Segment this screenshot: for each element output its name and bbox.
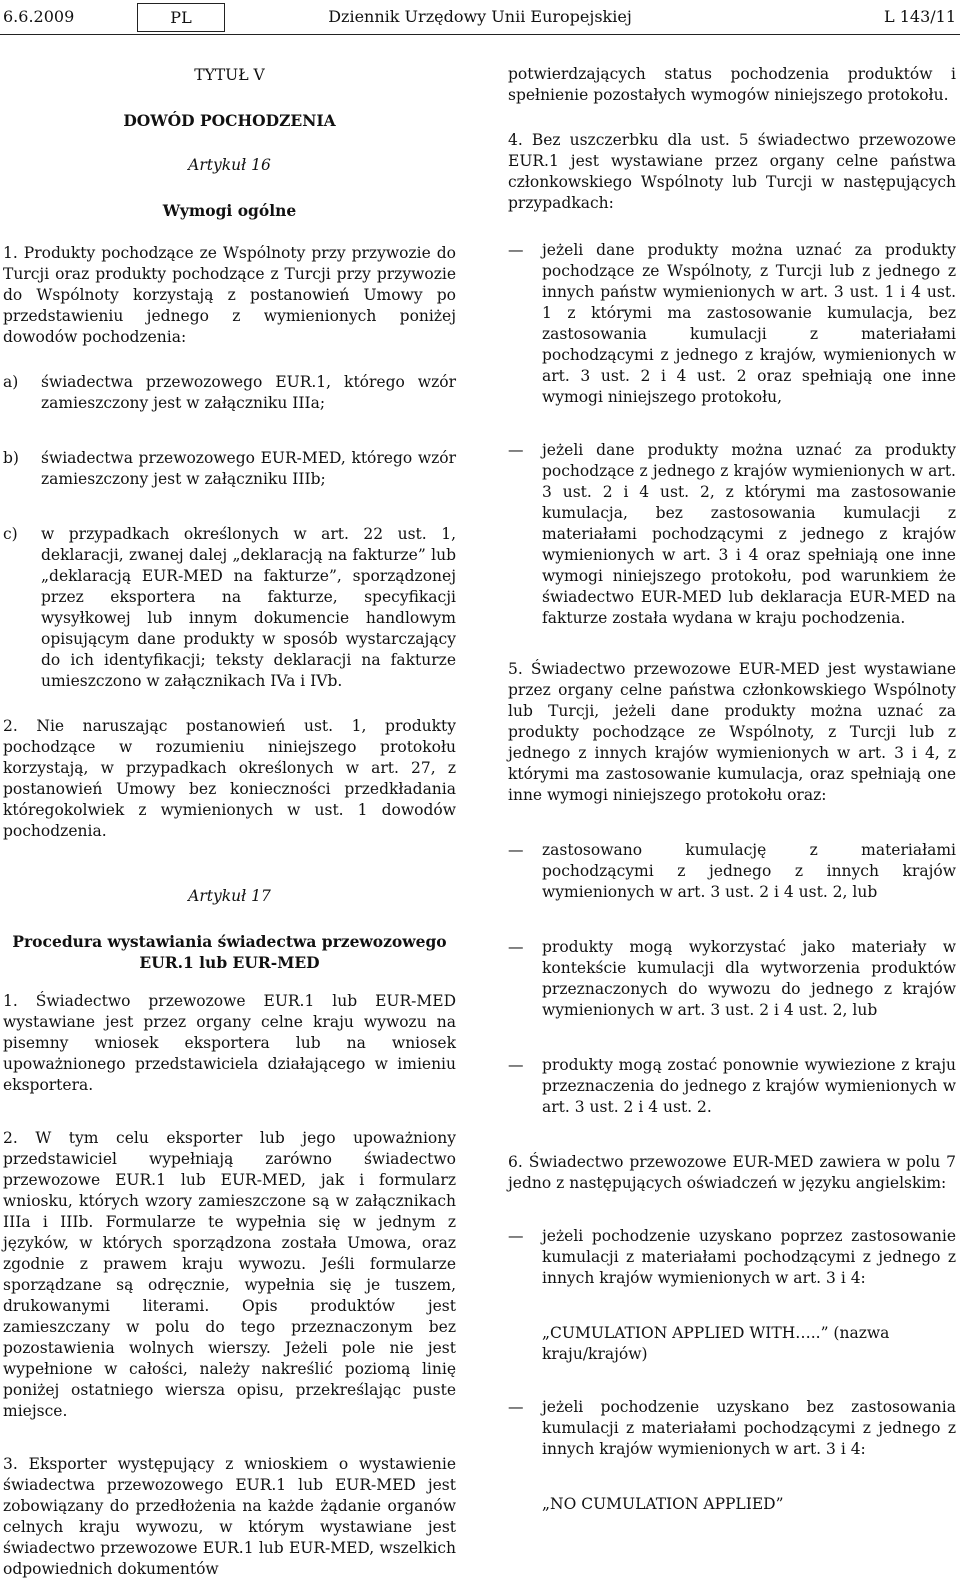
list-item: — produkty mogą zostać ponownie wywiezione z kraju przeznaczenia do jednego z krajów wymienionych w art. 3 ust. 2 i 4 ust. 2. <box>508 1056 956 1116</box>
article-16-label: Artykuł 16 <box>188 156 271 174</box>
art17-paragraph-4: 4. Bez uszczerbku dla ust. 5 świadectwo przewozowe EUR.1 jest wystawiane przez organy celne państwa członkowskiego Wspólnoty lub Turcji w następujących przypadkach: <box>508 131 956 212</box>
list-item: — jeżeli dane produkty można uznać za produkty pochodzące ze Wspólnoty, z Turcji lub z jednego z innych państw wymienionych w art. 3 ust. 1 i 4 ust. 1 z którymi ma zastosowanie kumulacja, bez zastosowania kumulacji z materiałami pochodzącymi z jednego z krajów, wymienionych w art. 3 ust. 2 i 4 ust. 2 oraz spełniają one inne wymogi niniejszego protokołu, <box>508 241 956 406</box>
list-item: — produkty mogą wykorzystać jako materiały w kontekście kumulacji dla wytworzenia produktów przeznaczonych do wywozu do jednego z krajów wymienionych w art. 3 ust. 2 i 4 ust. 2, lub <box>508 938 956 1019</box>
art17-paragraph-5: 5. Świadectwo przewozowe EUR-MED jest wystawiane przez organy celne państwa członkowskiego Wspólnoty lub Turcji, jeżeli dane produkty można uznać za produkty pochodzące ze Wspólnoty, z Turcji lub z jednego z innych krajów wymienionych w art. 3 i 4, z którymi ma zastosowanie kumulacja, oraz spełniają one inne wymogi niniejszego protokołu oraz: <box>508 660 956 804</box>
list-item: b) świadectwa przewozowego EUR-MED, którego wzór zamieszczony jest w załączniku IIIb; <box>3 449 456 488</box>
art16-paragraph-1: 1. Produkty pochodzące ze Wspólnoty przy przywozie do Turcji oraz produkty pochodzące z Turcji przy przywozie do Wspólnoty korzystają z postanowień Umowy po przedstawieniu jednego z wymienionych poniżej dowodów pochodzenia: <box>3 244 456 346</box>
page-reference: L 143/11 <box>884 7 956 26</box>
quote-cumulation-applied: „CUMULATION APPLIED WITH…..” (nazwa kraju/krajów) <box>542 1324 890 1363</box>
left-column <box>3 60 456 1580</box>
publication-date: 6.6.2009 <box>3 7 75 26</box>
art16-paragraph-2: 2. Nie naruszając postanowień ust. 1, produkty pochodzące w rozumieniu niniejszego protokołu korzystają, w przypadkach określonych w art. 27, z postanowień Umowy bez konieczności przedkładania któregokolwiek z wymienionych w ust. 1 dowodów pochodzenia. <box>3 717 456 840</box>
article-17-heading: Procedura wystawiania świadectwa przewozowego EUR.1 lub EUR-MED <box>12 932 447 972</box>
subtitle-heading: DOWÓD POCHODZENIA <box>123 111 336 130</box>
language-badge: PL <box>137 3 225 32</box>
list-item: — jeżeli pochodzenie uzyskano poprzez zastosowanie kumulacji z materiałami pochodzącymi z jednego z innych krajów wymienionych w art. 3 i 4: <box>508 1227 956 1287</box>
journal-title: Dziennik Urzędowy Unii Europejskiej <box>328 7 632 26</box>
article-17-label: Artykuł 17 <box>188 887 271 905</box>
art17-paragraph-6: 6. Świadectwo przewozowe EUR-MED zawiera w polu 7 jedno z następujących oświadczeń w języku angielskim: <box>508 1153 956 1192</box>
art17-paragraph-1: 1. Świadectwo przewozowe EUR.1 lub EUR-MED wystawiane jest przez organy celne kraju wywozu na pisemny wniosek eksportera lub na wniosek upoważnionego przedstawiciela działającego w imieniu eksportera. <box>3 992 456 1094</box>
continuation-text: potwierdzających status pochodzenia produktów i spełnienie pozostałych wymogów niniejszego protokołu. <box>508 65 956 104</box>
art17-paragraph-3: 3. Eksporter występujący z wnioskiem o wystawienie świadectwa przewozowego EUR.1 lub EUR-MED jest zobowiązany do przedłożenia na każde żądanie organów celnych kraju wywozu, w którym wystawiane jest świadectwo przewozowe EUR.1 lub EUR-MED, wszelkich odpowiednich dokumentów <box>3 1455 456 1578</box>
list-item: — jeżeli pochodzenie uzyskano bez zastosowania kumulacji z materiałami pochodzącymi z jednego z innych krajów wymienionych w art. 3 i 4: <box>508 1398 956 1458</box>
right-column <box>508 60 956 1515</box>
quote-no-cumulation: „NO CUMULATION APPLIED” <box>542 1495 784 1513</box>
list-item: — zastosowano kumulację z materiałami pochodzącymi z jednego z innych krajów wymienionych w art. 3 ust. 2 i 4 ust. 2, lub <box>508 841 956 901</box>
list-item: a) świadectwa przewozowego EUR.1, którego wzór zamieszczony jest w załączniku IIIa; <box>3 373 456 412</box>
list-item: — jeżeli dane produkty można uznać za produkty pochodzące z jednego z krajów wymienionych w art. 3 ust. 2 i 4 ust. 2, z którymi ma zastosowanie kumulacja, bez zastosowania kumulacji z materiałami pochodzącymi z jednego z krajów wymienionych w art. 3 i 4 oraz spełniają one inne wymogi niniejszego protokołu, pod warunkiem że świadectwo EUR-MED lub deklaracja EUR-MED na fakturze została wydana w kraju pochodzenia. <box>508 441 956 627</box>
article-16-heading: Wymogi ogólne <box>162 201 297 220</box>
title-heading: TYTUŁ V <box>194 66 265 84</box>
list-item: c) w przypadkach określonych w art. 22 ust. 1, deklaracji, zwanej dalej „deklaracją na fakturze” lub „deklaracją EUR-MED na fakturze”, sporządzonej przez eksportera na fakturze, specyfikacji wysyłkowej lub innym dokumencie handlowym opisującym dane produkty w sposób wystarczający do ich identyfikacji; teksty deklaracji na fakturze umieszczono w załącznikach IVa i IVb. <box>3 525 456 690</box>
page-header <box>0 3 960 35</box>
art17-paragraph-2: 2. W tym celu eksporter lub jego upoważniony przedstawiciel wypełniają zarówno świadectwo przewozowe EUR.1 lub EUR-MED, jak i formularz wniosku, których wzory zamieszczone są w załącznikach IIIa i IIIb. Formularze te wypełnia się w jednym z języków, w których sporządzona została Umowa, oraz zgodnie z prawem kraju wywozu. Jeśli formularze sporządzane są odręcznie, wypełnia się je tuszem, drukowanymi literami. Opis produktów jest zamieszczany w polu do tego przeznaczonym bez pozostawienia wolnych wierszy. Jeżeli pole nie jest wypełnione w całości, należy nakreślić poziomą linię poniżej ostatniego wiersza opisu, przekreślając puste miejsce. <box>3 1129 456 1420</box>
